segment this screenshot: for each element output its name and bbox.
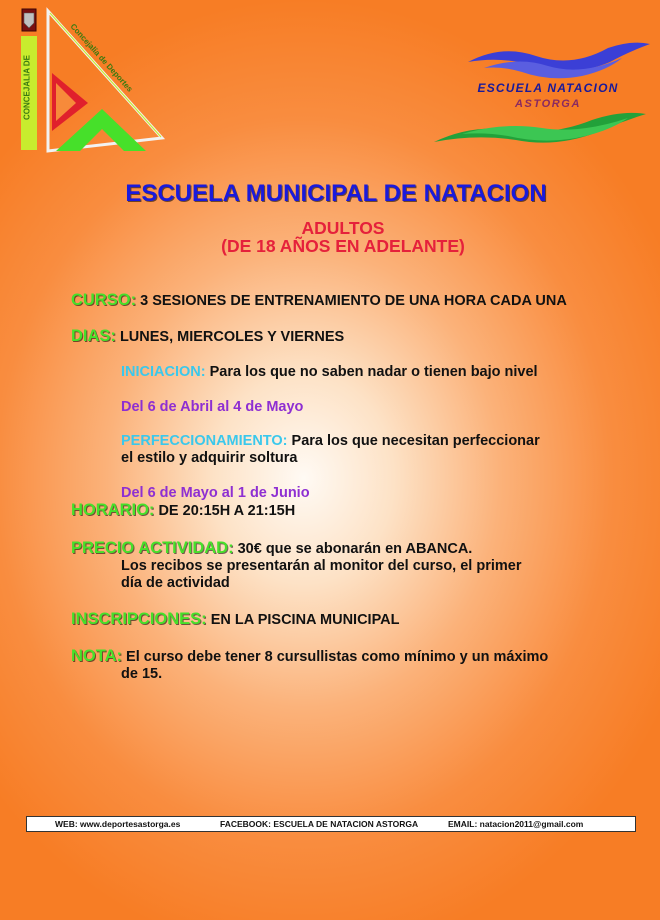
perfeccionamiento-section (121, 433, 540, 450)
deportes-logo-diagonal-text: Concejalía de Deportes (68, 21, 135, 94)
precio-section (71, 540, 472, 558)
iniciacion-section (121, 364, 538, 381)
footer-email-link[interactable]: EMAIL: natacion2011@gmail.com (448, 819, 584, 829)
perfeccionamiento-text1: Para los que necesitan perfeccionar (291, 433, 540, 449)
footer-facebook-link[interactable]: FACEBOOK: ESCUELA DE NATACION ASTORGA (220, 819, 419, 829)
curso-text: 3 SESIONES DE ENTRENAMIENTO DE UNA HORA CADA UNA (140, 293, 567, 309)
inscripciones-text: EN LA PISCINA MUNICIPAL (210, 612, 400, 628)
iniciacion-label: INICIACION: (121, 364, 206, 380)
horario-label: HORARIO: (71, 501, 155, 519)
dias-label: DIAS: (71, 327, 116, 345)
precio-text1: 30€ que se abonarán en ABANCA. (237, 541, 473, 557)
iniciacion-dates: Del 6 de Abril al 4 de Mayo (121, 399, 304, 415)
deportes-logo (12, 3, 172, 155)
perfeccionamiento-label: PERFECCIONAMIENTO: (121, 433, 288, 449)
precio-text3: día de actividad (121, 575, 230, 591)
footer-web-link[interactable]: WEB: www.deportesastorga.es (55, 819, 181, 829)
curso-label: CURSO: (71, 291, 137, 309)
deportes-logo-graphic (12, 3, 172, 155)
inscripciones-section (71, 611, 400, 629)
page-subtitle-adultos: ADULTOS (301, 218, 385, 238)
dias-section (71, 328, 344, 346)
page-subtitle-age: (DE 18 AÑOS EN ADELANTE) (221, 236, 465, 256)
nota-text2: de 15. (121, 666, 163, 682)
iniciacion-text: Para los que no saben nadar o tienen bajo nivel (209, 364, 538, 380)
nota-section (71, 648, 548, 666)
footer-contact-bar (26, 816, 636, 832)
escuela-natacion-logo (432, 38, 654, 150)
precio-text2: Los recibos se presentarán al monitor del curso, el primer (121, 558, 522, 574)
nota-text1: El curso debe tener 8 cursullistas como mínimo y un máximo (126, 649, 549, 665)
curso-section (71, 292, 567, 310)
inscripciones-label: INSCRIPCIONES: (71, 610, 207, 628)
deportes-logo-vertical-text: CONCEJALIA DE (22, 54, 32, 121)
precio-label: PRECIO ACTIVIDAD: (71, 539, 234, 557)
horario-text: DE 20:15H A 21:15H (158, 503, 296, 519)
perfeccionamiento-dates: Del 6 de Mayo al 1 de Junio (121, 485, 310, 501)
dias-text: LUNES, MIERCOLES Y VIERNES (119, 329, 345, 345)
escuela-natacion-logo-line1: ESCUELA NATACION (477, 81, 619, 95)
horario-section (71, 502, 295, 520)
nota-label: NOTA: (71, 647, 123, 665)
escuela-natacion-logo-line2: ASTORGA (514, 98, 581, 110)
perfeccionamiento-text2: el estilo y adquirir soltura (121, 450, 298, 466)
page-title: ESCUELA MUNICIPAL DE NATACION (125, 180, 547, 207)
